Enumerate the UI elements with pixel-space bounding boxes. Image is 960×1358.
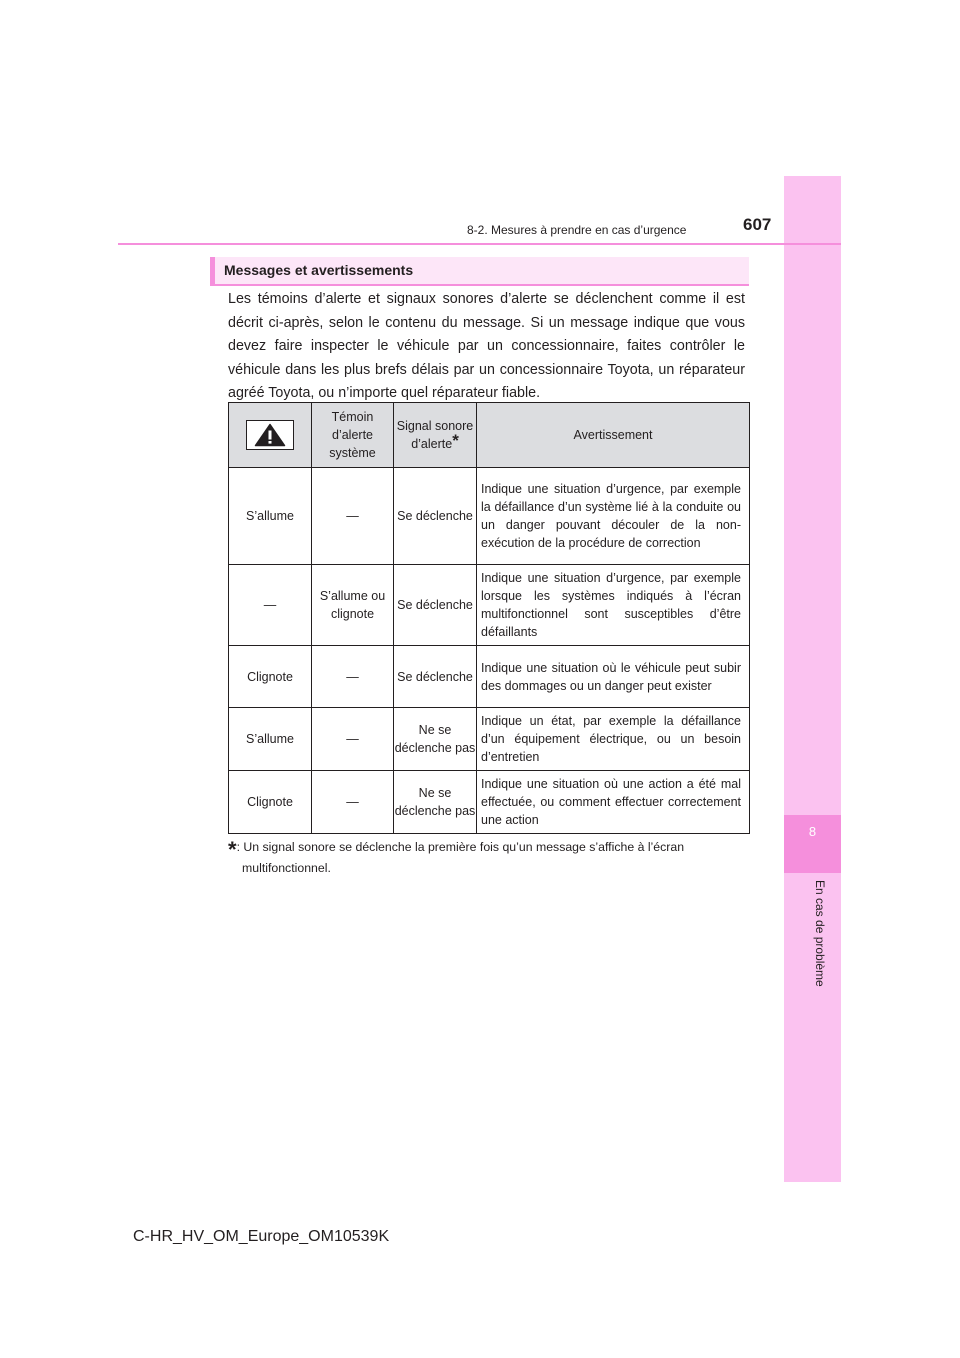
warning-header: Avertissement (477, 403, 750, 468)
warning-table (228, 402, 750, 834)
chapter-side-tab (784, 176, 841, 1182)
section-title: Messages et avertissements (224, 262, 414, 278)
footnote-text: : Un signal sonore se déclenche la première fois qu’un message s’affiche à l’écran (236, 840, 685, 854)
master-cell: — (229, 565, 312, 646)
header-section-title: 8-2. Mesures à prendre en cas d’urgence (467, 223, 687, 237)
buzzer-cell: Ne se déclenche pas (394, 708, 477, 771)
system-cell: — (312, 708, 394, 771)
chapter-label: En cas de problème (813, 880, 827, 987)
warning-cell: Indique une situation où le véhicule peut subir des dommages ou un danger peut exister (477, 646, 750, 708)
buzzer-cell: Se déclenche (394, 565, 477, 646)
warning-cell: Indique une situation où une action a été mal effectuée, ou comment effectuer correctement une action (477, 771, 750, 834)
buzzer-cell: Ne se déclenche pas (394, 771, 477, 834)
page-number: 607 (743, 215, 772, 234)
warning-cell: Indique une situation d’urgence, par exemple lorsque les systèmes indiqués à l’écran multifonctionnel sont susceptibles d’être défaillants (477, 565, 750, 646)
system-cell: S’allume ou clignote (312, 565, 394, 646)
buzzer-cell: Se déclenche (394, 468, 477, 565)
buzzer-footnote-mark: * (452, 431, 459, 450)
system-light-header: Témoin d’alerte système (312, 403, 394, 468)
table-row (229, 646, 750, 708)
warning-triangle-icon (246, 420, 294, 450)
intro-paragraph: Les témoins d’alerte et signaux sonores d’alerte se déclenchent comme il est décrit ci-après, selon le contenu du message. Si un message indique que vous devez faire inspecter le véhicule par un concessionnaire, faites contrôler le véhicule dans les plus brefs délais par un concessionnaire Toyota, un réparateur agréé Toyota, ou n’importe quel réparateur fiable. (228, 291, 745, 401)
table-row (229, 468, 750, 565)
system-cell: — (312, 771, 394, 834)
buzzer-header-text: Signal sonore d’alerte (396, 419, 474, 451)
footnote (228, 838, 745, 877)
master-warning-header (229, 403, 312, 468)
master-cell: S’allume (229, 468, 312, 565)
buzzer-cell: Se déclenche (394, 646, 477, 708)
master-cell: S’allume (229, 708, 312, 771)
system-cell: — (312, 646, 394, 708)
buzzer-header (394, 403, 477, 468)
master-cell: Clignote (229, 646, 312, 708)
warning-cell: Indique un état, par exemple la défaillance d’un équipement électrique, ou un besoin d’entretien (477, 708, 750, 771)
section-heading-accent (210, 257, 215, 284)
table-row (229, 771, 750, 834)
master-cell: Clignote (229, 771, 312, 834)
footnote-text-continued: multifonctionnel. (242, 861, 331, 875)
warning-cell: Indique une situation d’urgence, par exemple la défaillance d’un système lié à la conduite ou un danger pouvant découler de la non-exécution de la procédure de correction (477, 468, 750, 565)
chapter-number: 8 (808, 824, 817, 839)
table-row (229, 708, 750, 771)
footnote-mark: * (228, 837, 237, 862)
table-header-row (229, 403, 750, 468)
table-row (229, 565, 750, 646)
header-rule (118, 243, 841, 245)
section-heading-bar (210, 257, 749, 286)
document-code: C-HR_HV_OM_Europe_OM10539K (133, 1228, 390, 1245)
system-cell: — (312, 468, 394, 565)
